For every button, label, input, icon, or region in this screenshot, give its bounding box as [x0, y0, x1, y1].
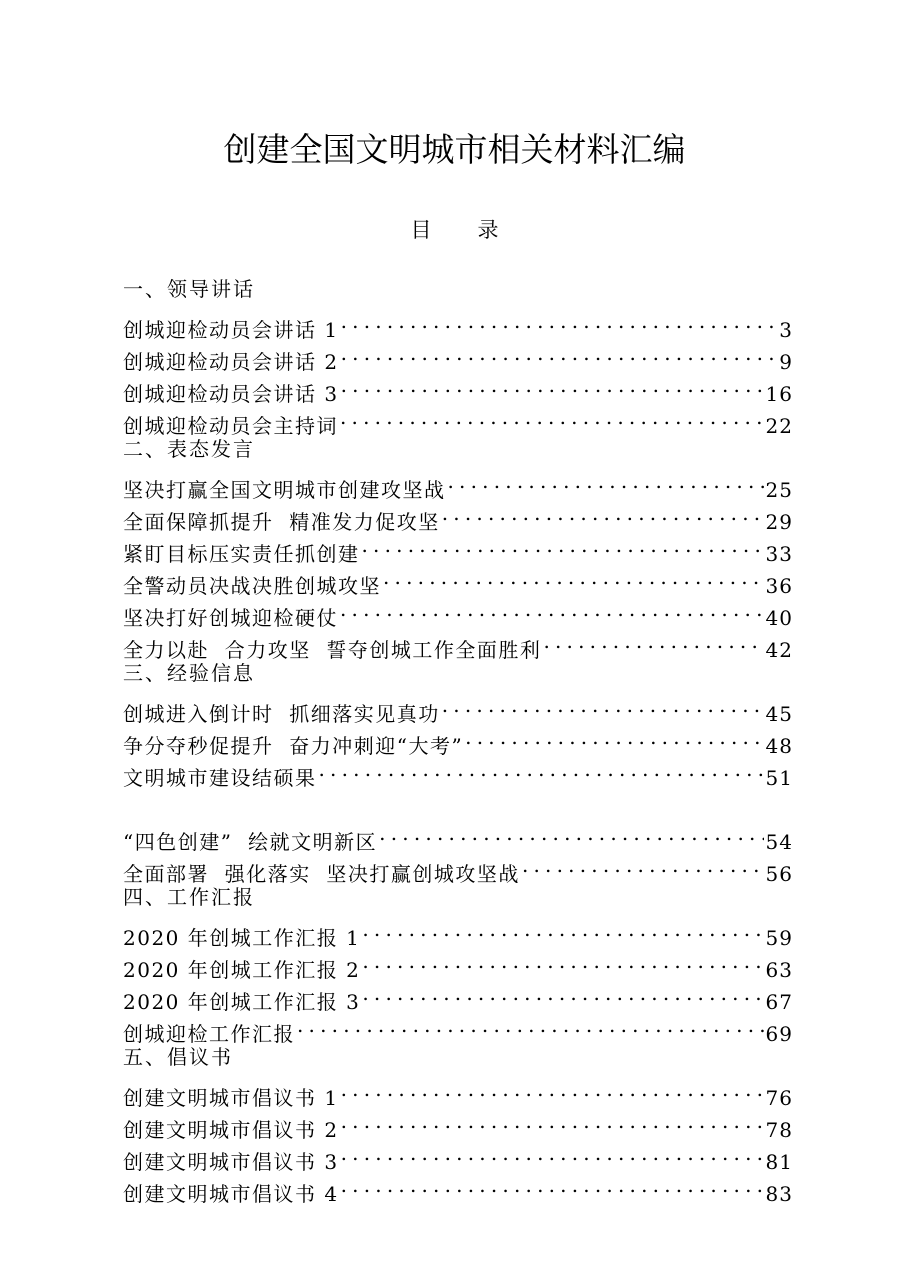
toc-dot-leader — [543, 625, 763, 657]
toc-entry — [123, 1073, 793, 1110]
toc-dot-leader — [319, 753, 764, 785]
toc-dot-leader — [340, 401, 764, 433]
toc-section-label: 一、领导讲话 — [123, 277, 255, 301]
toc-page-number: 59 — [765, 926, 793, 950]
toc-entry-label: 2020 年创城工作汇报 3 — [123, 990, 361, 1014]
toc-entry-label: 创城迎检动员会讲话 2 — [123, 350, 339, 374]
toc-entry-label: 全面部署 强化落实 坚决打赢创城攻坚战 — [123, 862, 520, 886]
toc-dot-leader — [341, 369, 764, 401]
toc-entry-label: 2020 年创城工作汇报 2 — [123, 958, 361, 982]
toc-page-number: 42 — [765, 638, 793, 662]
toc-page-number: 54 — [765, 830, 793, 854]
toc-page-number: 3 — [779, 318, 793, 342]
toc-page-number: 78 — [765, 1118, 793, 1142]
toc-entry-label: 全面保障抓提升 精准发力促攻坚 — [123, 510, 440, 534]
toc-page-number: 48 — [765, 734, 793, 758]
toc-dot-leader — [442, 497, 764, 529]
toc-entry-label: 坚决打好创城迎检硬仗 — [123, 606, 338, 630]
toc-heading-right: 录 — [477, 218, 499, 242]
toc-entry — [123, 817, 793, 854]
toc-dot-leader — [341, 1105, 764, 1137]
toc-entry-label: 创建文明城市倡议书 2 — [123, 1118, 339, 1142]
toc-section-label: 四、工作汇报 — [123, 885, 255, 909]
toc-dot-leader — [297, 1009, 764, 1041]
toc-section-heading — [123, 273, 793, 305]
toc-entry-label: 文明城市建设结硕果 — [123, 766, 317, 790]
toc-page-number: 45 — [765, 702, 793, 726]
toc-dot-leader — [341, 1137, 764, 1169]
toc-dot-leader — [341, 1169, 764, 1201]
toc-entry — [123, 465, 793, 502]
toc-entry — [123, 913, 793, 950]
toc-page-number: 36 — [765, 574, 793, 598]
toc-entry-label: 坚决打赢全国文明城市创建攻坚战 — [123, 478, 446, 502]
toc-entry-label: 2020 年创城工作汇报 1 — [123, 926, 361, 950]
toc-entry-label: 争分夺秒促提升 奋力冲刺迎“大考” — [123, 734, 464, 758]
toc-section-heading — [123, 1041, 793, 1073]
toc-entry-label: 创建文明城市倡议书 4 — [123, 1182, 339, 1206]
toc-section-label: 五、倡议书 — [123, 1045, 233, 1069]
toc-dot-leader — [383, 561, 764, 593]
toc-dot-leader — [340, 593, 764, 625]
toc-dot-leader — [341, 337, 778, 369]
toc-heading — [0, 213, 909, 247]
toc-section-label: 二、表态发言 — [123, 437, 255, 461]
toc-heading-left: 目 — [410, 218, 432, 242]
toc-page-number: 81 — [765, 1150, 793, 1174]
toc-page-number: 67 — [765, 990, 793, 1014]
toc-page-number: 56 — [765, 862, 793, 886]
toc-page-number: 29 — [765, 510, 793, 534]
toc-entry — [123, 305, 793, 342]
toc-entry-label: 创城迎检动员会讲话 1 — [123, 318, 339, 342]
toc-page-number: 9 — [779, 350, 793, 374]
table-of-contents — [123, 273, 793, 1206]
toc-entry-label: 全力以赴 合力攻坚 誓夺创城工作全面胜利 — [123, 638, 542, 662]
toc-section-heading — [123, 433, 793, 465]
toc-page-number: 69 — [765, 1022, 793, 1046]
toc-page-number: 51 — [765, 766, 793, 790]
toc-dot-leader — [362, 977, 763, 1009]
toc-page-number: 33 — [765, 542, 793, 566]
toc-entry-label: 创建文明城市倡议书 1 — [123, 1086, 339, 1110]
toc-entry-label: 创建文明城市倡议书 3 — [123, 1150, 339, 1174]
toc-dot-leader — [362, 529, 764, 561]
toc-dot-leader — [341, 305, 778, 337]
toc-entry-label: 创城迎检动员会主持词 — [123, 414, 338, 438]
toc-section-label: 三、经验信息 — [123, 661, 255, 685]
toc-page-number: 25 — [765, 478, 793, 502]
toc-dot-leader — [362, 913, 763, 945]
toc-page-number: 40 — [765, 606, 793, 630]
toc-page-number: 76 — [765, 1086, 793, 1110]
document-title: 创建全国文明城市相关材料汇编 — [223, 130, 686, 169]
toc-dot-leader — [465, 721, 763, 753]
toc-entry — [123, 689, 793, 726]
toc-page-number: 63 — [765, 958, 793, 982]
toc-page-number: 83 — [765, 1182, 793, 1206]
toc-entry-label: 创城进入倒计时 抓细落实见真功 — [123, 702, 440, 726]
toc-dot-leader — [442, 689, 764, 721]
toc-entry-label: 创城迎检动员会讲话 3 — [123, 382, 339, 406]
toc-page-number: 22 — [765, 414, 793, 438]
toc-entry-label: “四色创建” 绘就文明新区 — [123, 830, 378, 854]
toc-dot-leader — [522, 849, 764, 881]
toc-entry-label: 紧盯目标压实责任抓创建 — [123, 542, 360, 566]
toc-dot-leader — [379, 817, 763, 849]
toc-dot-leader — [341, 1073, 764, 1105]
toc-entry-label: 创城迎检工作汇报 — [123, 1022, 295, 1046]
toc-dot-leader — [448, 465, 764, 497]
toc-entry-label: 全警动员决战决胜创城攻坚 — [123, 574, 381, 598]
toc-dot-leader — [362, 945, 763, 977]
toc-page-number: 16 — [765, 382, 793, 406]
